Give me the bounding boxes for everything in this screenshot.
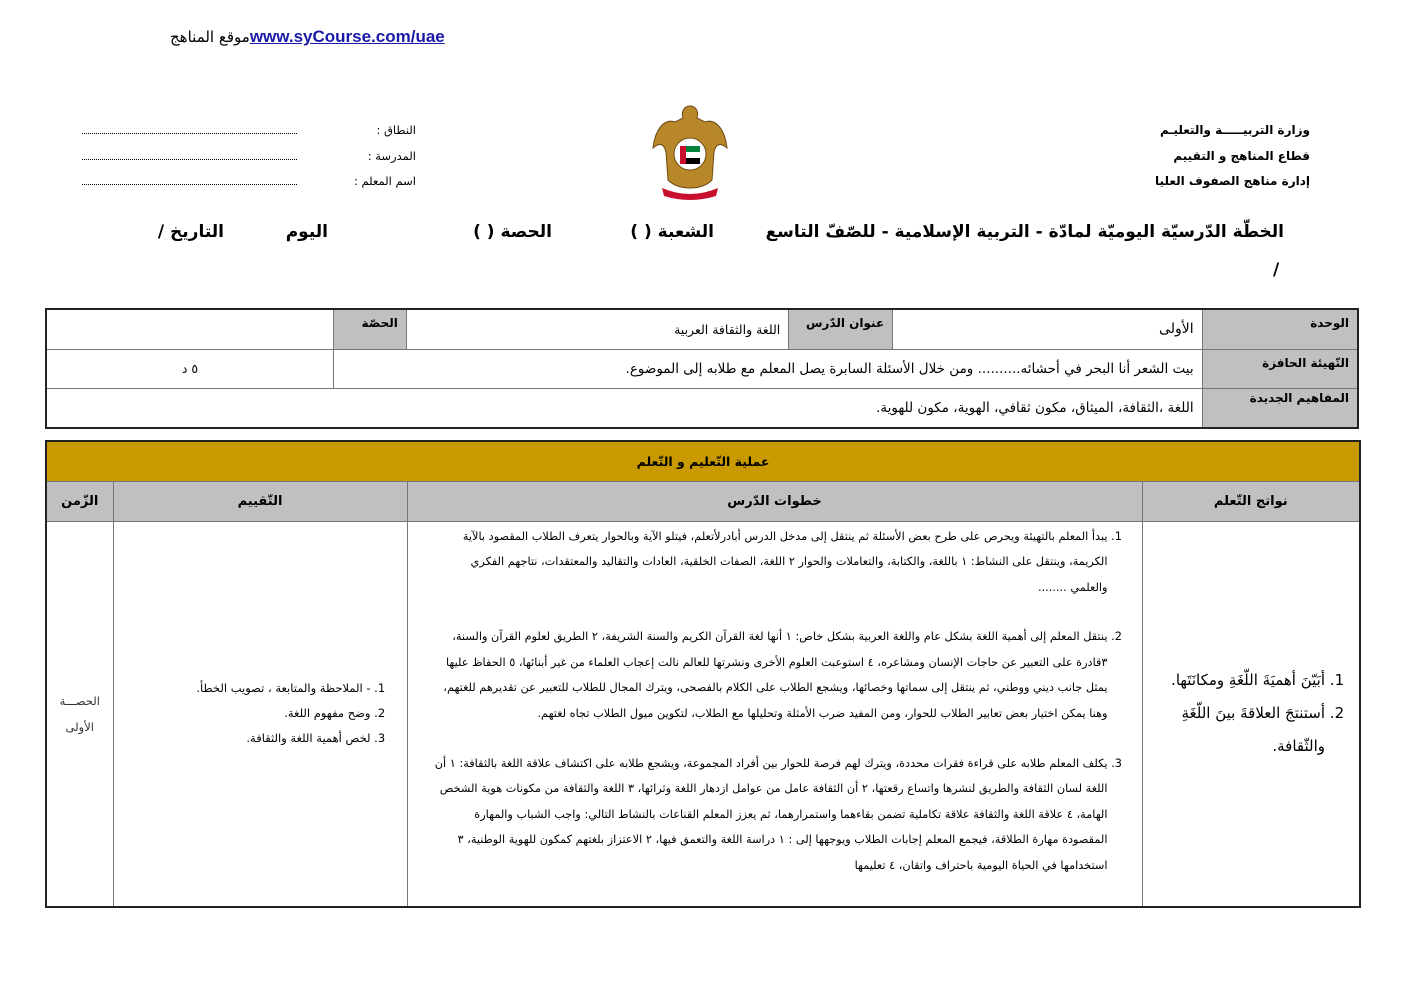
warmup-label: التّهيئة الحافزة (1202, 349, 1358, 388)
lesson-info-table (45, 308, 1359, 429)
link-prefix: موقع المناهج (170, 28, 250, 46)
school-label: المدرسة : (367, 149, 416, 163)
teacher-name-field[interactable] (82, 175, 297, 185)
lesson-title-label: عنوان الدّرس (789, 309, 893, 349)
teacher-name-label: اسم المعلم : (353, 174, 416, 188)
unit-label: الوحدة (1202, 309, 1358, 349)
concepts-value: اللغة ،الثقافة، الميثاق، مكون ثقافي، الهوية، مكون للهوية. (46, 388, 1202, 428)
assessment-item: 2. وضح مفهوم اللغة. (122, 701, 371, 726)
lesson-step: 2. ينتقل المعلم إلى أهمية اللغة بشكل عام واللغة العربية بشكل خاص: ١ أنها لغة القرآن الكريم والسنة الشريفة، ٢ الطريق لعلوم القرآن والسنة، ٣قادرة على التعبير عن حاجات الإنسان ومشاعره، ٤ استوعبت العلوم الأخرى ونشرتها للعالم نالت إعجاب العلماء من غير أبنائها، ٥ الحفاظ عليها يمثل جانب ديني ووطني، ثم ينتقل إلى سماتها وخصائها، ويشجع الطلاب على الكلام بالفصحى، ويترك المجال للطلاب للتعبير عن تقديرهم للغتهم، وهنا يمكن اختيار بعض تعابير الطلاب للحوار، ومن المفيد ضرب الأمثلة وتحليلها مع الطلاب، لتكوين ميول الطلاب تجاه لغتهم. (432, 624, 1108, 726)
period-value (46, 309, 333, 349)
domain-label: النطاق : (376, 123, 416, 137)
assessment-item: 1. - الملاحظة والمتابعة ، تصويب الخطأ. (122, 676, 371, 701)
time-cell: الحصـــة الأولى (46, 521, 113, 907)
learning-outcome: 2. أستنتجَ العلاقةَ بينَ اللّغَةِ والثّقافة. (1151, 697, 1326, 763)
date-field: التاريخ / (157, 222, 224, 242)
time-column-header: الزّمن (46, 481, 113, 521)
period-field: الحصة ( ) (473, 222, 552, 242)
title-slash: / (1273, 260, 1280, 280)
unit-value: الأولى (893, 309, 1202, 349)
sector-line: قطاع المناهج و التقييم (1173, 149, 1310, 163)
uae-emblem-logo (650, 100, 730, 202)
assessment-cell (113, 521, 407, 907)
warmup-time: ٥ د (46, 349, 333, 388)
learning-outcome: 1. أبَيّنَ أهميَةَ اللّغَةِ ومكانَتَها. (1151, 664, 1326, 697)
school-field[interactable] (82, 150, 297, 160)
day-field: اليوم (285, 222, 328, 242)
steps-cell (407, 521, 1142, 907)
lesson-step: 1. يبدأ المعلم بالتهيئة ويحرص على طرح بعض الأسئلة ثم ينتقل إلى مدخل الدرس أبادرلأتعلم، فيتلو الآية وبالحوار يتعرف الطلاب المقصود بالآية الكريمة، وينتقل على النشاط: ١ باللغة، والكتابة، والتعاملات والحوار ٢ اللغة، الصفات الخلقية، العادات والتقاليد والمعتقدات، نتاجهم الفكري والعلمي ........ (432, 524, 1108, 601)
warmup-value: بيت الشعر أنا البحر في أحشائه.......... ومن خلال الأسئلة السابرة يصل المعلم مع طلابه إلى الموضوع. (333, 349, 1202, 388)
url-link[interactable]: www.syCourse.com/uae (249, 27, 445, 46)
lesson-title-value: اللغة والثقافة العربية (406, 309, 788, 349)
steps-column-header: خطوات الدّرس (407, 481, 1142, 521)
assessment-item: 3. لخص أهمية اللغة والثقافة. (122, 726, 371, 751)
teaching-process-table (45, 440, 1361, 908)
outcomes-cell (1142, 521, 1360, 907)
department-line: إدارة مناهج الصفوف العليا (1155, 174, 1310, 188)
domain-field[interactable] (82, 124, 297, 134)
outcomes-column-header: نواتج التّعلم (1142, 481, 1360, 521)
plan-title: الخطّة الدّرسيّة اليوميّة لمادّة - التربية الإسلامية - للصّفّ التاسع (765, 222, 1284, 242)
curriculum-site-link[interactable] (170, 27, 445, 47)
process-header: عملية التّعليم و التّعلم (46, 441, 1360, 481)
lesson-step: 3. يكلف المعلم طلابه على قراءة فقرات محددة، ويترك لهم فرصة للحوار بين أفراد المجموعة، ويشجع طلابه على اكتشاف علاقة اللغة بالثقافة: ١ أن اللغة لسان الثقافة والطريق لنشرها واتساع رقعتها، ٢ أن الثقافة عامل من عوامل ازدهار اللغة وثرائها، ٣ اللغة والثقافة من مكونات هوية الشخص الهامة، ٤ علاقة اللغة والثقافة علاقة تكاملية تضمن بقاءهما واستمرارهما، ثم يعزز المعلم القناعات بالنشاط التالي: واجب الشباب والمهارة المقصودة مهارة الطلاقة، فيجمع المعلم إجابات الطلاب ويوجهها إلى : ١ دراسة اللغة والتعمق فيها، ٢ الاعتزاز بلغتهم كمكون للهوية الوطنية، ٣ استخدامها في الحياة اليومية باحتراف واتقان، ٤ تعليمها (432, 751, 1108, 879)
section-field: الشعبة ( ) (630, 222, 714, 242)
ministry-line: وزارة التربيـــــة والتعليـم (1159, 123, 1310, 137)
assessment-column-header: التّقييم (113, 481, 407, 521)
period-label: الحصّة (333, 309, 406, 349)
concepts-label: المفاهيم الجديدة (1202, 388, 1358, 428)
